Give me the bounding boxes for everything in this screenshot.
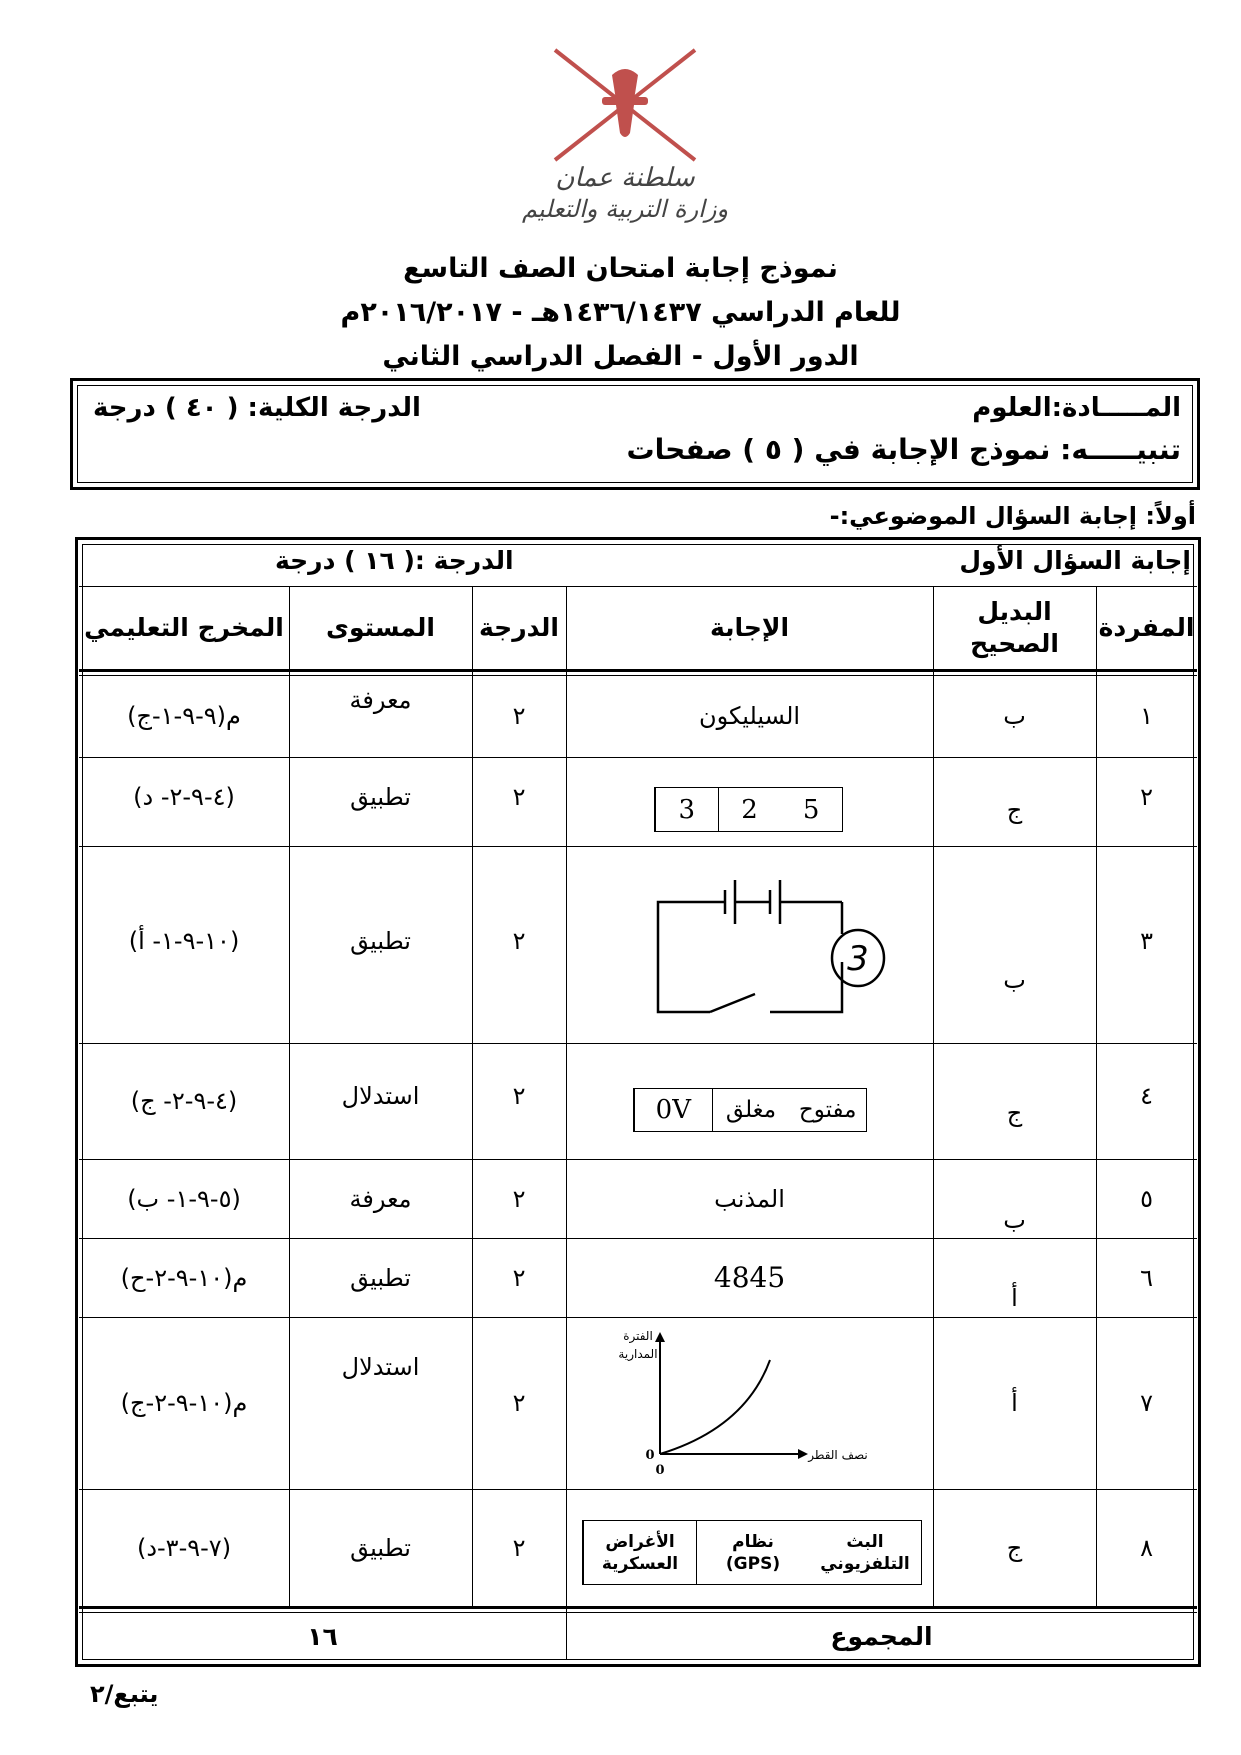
question-grade: الدرجة :( ١٦ ) درجة [275, 546, 514, 575]
row1-answer: السيليكون [698, 702, 801, 730]
y-axis-arrow-icon [655, 1332, 665, 1342]
row3-outcome: (١٠-٩-١- أ) [128, 927, 240, 955]
graph-origin-x: 0 [655, 1463, 665, 1478]
row8-answer-boxes [582, 1520, 922, 1585]
row8-item: ٨ [1140, 1533, 1153, 1562]
col-answer: الإجابة [709, 613, 790, 642]
graph-ylabel-2: المدارية [618, 1347, 658, 1361]
row5-alt: ب [1003, 1205, 1026, 1234]
col-outcome: المخرج التعليمي [84, 613, 284, 642]
row4-outcome: (٤-٩-٢- ج) [130, 1087, 238, 1115]
row8-alt: ج [1006, 1533, 1023, 1562]
col-alt-line2: الصحيح [970, 628, 1059, 658]
row7-grade: ٢ [512, 1389, 526, 1417]
col-alt-line1: البديل [977, 596, 1052, 626]
row8-box-tv: البث التلفزيوني [820, 1531, 910, 1574]
row7-alt: أ [1011, 1389, 1018, 1417]
row6-outcome: م(١٠-٩-٢-ح) [120, 1263, 248, 1292]
emblem-line1: سلطنة عمان [555, 163, 695, 193]
col-grade: الدرجة [479, 613, 559, 642]
row3-grade: ٢ [512, 927, 526, 955]
row4-item: ٤ [1140, 1082, 1153, 1110]
row7-outcome: م(١٠-٩-٢-ج) [120, 1389, 248, 1417]
bulb-label: 3 [847, 939, 869, 979]
row8-box-military: الأغراض العسكرية [583, 1521, 696, 1584]
exam-term: الدور الأول - الفصل الدراسي الثاني [382, 341, 859, 372]
row3-level: تطبيق [350, 927, 411, 955]
row4-alt: ج [1006, 1099, 1023, 1127]
row8-outcome: (٧-٩-٣-د) [136, 1533, 232, 1562]
col-level: المستوى [326, 613, 435, 642]
continued-label: يتبع/٢ [90, 1680, 159, 1708]
total-label: المجموع [830, 1621, 933, 1651]
row5-outcome: (٥-٩-١- ب) [127, 1184, 241, 1213]
row4-level: استدلال [341, 1082, 420, 1110]
x-axis-arrow-icon [798, 1449, 808, 1459]
row6-level: تطبيق [350, 1263, 411, 1292]
row6-grade: ٢ [512, 1263, 526, 1292]
row1-outcome: م(٩-٩-١-ج) [127, 702, 241, 730]
khanjar-emblem-icon [530, 45, 720, 165]
graph-xlabel: نصف القطر [808, 1448, 868, 1462]
col-item: المفردة [1098, 613, 1195, 642]
row1-grade: ٢ [512, 702, 526, 730]
row5-answer: المذنب [714, 1184, 785, 1213]
row5-grade: ٢ [512, 1184, 526, 1213]
total-grade: الدرجة الكلية: ( ٤٠ ) درجة [93, 393, 421, 423]
row7-level: استدلال [341, 1353, 420, 1381]
row1-alt: ب [1003, 702, 1026, 730]
row6-item: ٦ [1140, 1263, 1153, 1292]
row7-item: ٧ [1140, 1389, 1153, 1417]
row1-item: ١ [1140, 702, 1153, 730]
row2-grade: ٢ [512, 783, 526, 811]
row2-box-1: 5 [802, 794, 820, 825]
graph-origin-y: 0 [645, 1448, 655, 1463]
row3-alt: ب [1003, 966, 1026, 994]
row2-box-3: 3 [655, 788, 718, 831]
row2-outcome: (٤-٩-٢- د) [133, 783, 235, 811]
question-title: إجابة السؤال الأول [959, 546, 1191, 575]
row2-answer-boxes [654, 787, 843, 832]
info-box [70, 378, 1200, 490]
row2-box-2: 2 [718, 788, 781, 831]
section-title: أولاً: إجابة السؤال الموضوعي:- [829, 502, 1196, 530]
subject-label: المـــــادة:العلوم [972, 393, 1181, 423]
circuit-diagram [650, 872, 890, 1022]
row5-item: ٥ [1140, 1184, 1153, 1213]
academic-year: للعام الدراسي ١٤٣٦/١٤٣٧هـ - ٢٠١٦/٢٠١٧م [340, 297, 901, 328]
emblem [521, 45, 729, 245]
row2-level: تطبيق [350, 783, 411, 811]
row6-alt: أ [1011, 1283, 1018, 1312]
row3-item: ٣ [1140, 927, 1153, 955]
row8-box-gps: نظام (GPS) [696, 1521, 809, 1584]
exam-title: نموذج إجابة امتحان الصف التاسع [403, 253, 838, 284]
row4-box-open: مفتوح [798, 1097, 857, 1123]
row2-alt: ج [1006, 796, 1023, 824]
row8-grade: ٢ [512, 1533, 526, 1562]
row5-level: معرفة [349, 1184, 412, 1213]
row1-level: معرفة [349, 686, 412, 714]
total-value: ١٦ [307, 1621, 338, 1651]
emblem-line2: وزارة التربية والتعليم [521, 195, 729, 223]
graph-ylabel-1: الفترة [623, 1329, 653, 1343]
row4-box-closed: مغلق [712, 1089, 790, 1131]
notice: تنبيـــــه: نموذج الإجابة في ( ٥ ) صفحات [626, 433, 1181, 466]
col-alt [933, 586, 1096, 669]
row4-box-voltage: 0V [634, 1089, 712, 1131]
row4-answer-boxes [633, 1088, 867, 1132]
orbital-period-graph [600, 1320, 880, 1485]
row2-item: ٢ [1140, 783, 1153, 811]
row4-grade: ٢ [512, 1082, 526, 1110]
row8-level: تطبيق [350, 1533, 411, 1562]
row6-answer: 4845 [713, 1261, 786, 1294]
